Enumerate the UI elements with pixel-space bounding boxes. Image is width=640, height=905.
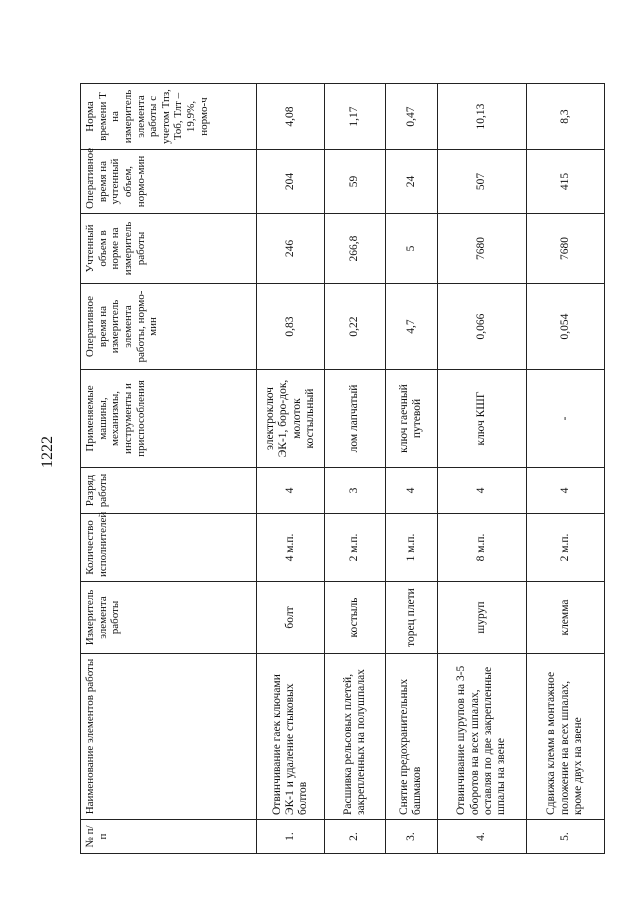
header-label: Учтенный объем в норме на измеритель работы [84, 221, 147, 276]
workers-count: 1 м.п. [385, 514, 437, 582]
work-grade: 4 [526, 468, 604, 514]
time-norm: 1,17 [325, 84, 385, 150]
work-unit: болт [257, 582, 325, 654]
workers-count: 2 м.п. [325, 514, 385, 582]
time-norm: 0,47 [385, 84, 437, 150]
header-cell-optime-unit [81, 284, 257, 370]
work-norms-table [80, 83, 605, 854]
header-label: Измеритель элемента работы [84, 589, 122, 646]
row-number: 5. [526, 820, 604, 854]
work-element-name: Отвинчивание гаек ключами ЭК-1 и удаление стыковых болтов [257, 654, 325, 820]
operative-time-for-volume: 24 [385, 150, 437, 214]
table-row [385, 84, 437, 854]
tools: лом лапчатый [325, 370, 385, 468]
table-row [257, 84, 325, 854]
header-row [81, 84, 257, 854]
work-grade: 4 [257, 468, 325, 514]
tools: ключ КШГ [438, 370, 527, 468]
header-label: Оперативное время на измеритель элемента работы, нормо-мин [84, 290, 160, 363]
time-norm: 4,08 [257, 84, 325, 150]
header-label: Количество исполнителей [84, 511, 109, 577]
header-label: Разряд работы [84, 473, 109, 508]
header-label: Наименование элементов работы [84, 658, 96, 815]
row-number: 1. [257, 820, 325, 854]
accounted-volume: 246 [257, 214, 325, 284]
work-element-name: Отвинчивание шурупов на 3-5 оборотов на всех шпалах, оставляя по две закрепленные шпалы на звене [438, 654, 527, 820]
row-number: 4. [438, 820, 527, 854]
operative-time-per-unit: 0,22 [325, 284, 385, 370]
accounted-volume: 7680 [526, 214, 604, 284]
header-cell-time-norm [81, 84, 257, 150]
work-unit: шуруп [438, 582, 527, 654]
header-cell-optime-volume [81, 147, 257, 214]
operative-time-per-unit: 0,83 [257, 284, 325, 370]
accounted-volume: 7680 [438, 214, 527, 284]
work-grade: 4 [438, 468, 527, 514]
tools: ключ гаечный путевой [385, 370, 437, 468]
work-unit: клемма [526, 582, 604, 654]
table-row [526, 84, 604, 854]
rotated-table-area [80, 84, 605, 854]
operative-time-per-unit: 4,7 [385, 284, 437, 370]
workers-count: 2 м.п. [526, 514, 604, 582]
header-cell-grade [81, 468, 257, 514]
accounted-volume: 5 [385, 214, 437, 284]
work-element-name: Сдвижка клемм в монтажное положение на всех шпалах, кроме двух на звене [526, 654, 604, 820]
operative-time-per-unit: 0,054 [526, 284, 604, 370]
header-cell-tools [81, 370, 257, 468]
work-element-name: Расшивка рельсовых плетей, закрепленных на полушпалах [325, 654, 385, 820]
work-unit: костыль [325, 582, 385, 654]
time-norm: 10,13 [438, 84, 527, 150]
work-grade: 4 [385, 468, 437, 514]
header-label: № п/п [84, 825, 109, 848]
row-number: 2. [325, 820, 385, 854]
header-cell-volume [81, 214, 257, 284]
time-norm: 8,3 [526, 84, 604, 150]
tools: - [526, 370, 604, 468]
operative-time-for-volume: 59 [325, 150, 385, 214]
operative-time-per-unit: 0,066 [438, 284, 527, 370]
rotated-table-container [80, 84, 605, 854]
header-label: Применяемые машины, механизмы, инструменты и приспособления [84, 380, 147, 457]
header-label: Оперативное время на учтенный объем, нормо-мин [84, 147, 147, 209]
work-unit: торец плети [385, 582, 437, 654]
operative-time-for-volume: 507 [438, 150, 527, 214]
operative-time-for-volume: 204 [257, 150, 325, 214]
workers-count: 8 м.п. [438, 514, 527, 582]
header-cell-name [81, 654, 257, 820]
page-number: 1222 [39, 436, 56, 468]
table-row [325, 84, 385, 854]
accounted-volume: 266,8 [325, 214, 385, 284]
row-number: 3. [385, 820, 437, 854]
tools: электроключ ЭК-1, боро-док, молоток костыльный [257, 370, 325, 468]
operative-time-for-volume: 415 [526, 150, 604, 214]
header-cell-num [81, 820, 257, 854]
work-element-name: Снятие предохранительных башмаков [385, 654, 437, 820]
header-label: Норма времени Т на измеритель элемента работы с учетом Тпз, Тоб, Тлт – 19,9%, нормо-ч [84, 89, 210, 144]
work-grade: 3 [325, 468, 385, 514]
header-cell-workers [81, 511, 257, 582]
workers-count: 4 м.п. [257, 514, 325, 582]
table-row [438, 84, 527, 854]
header-cell-unit [81, 582, 257, 654]
